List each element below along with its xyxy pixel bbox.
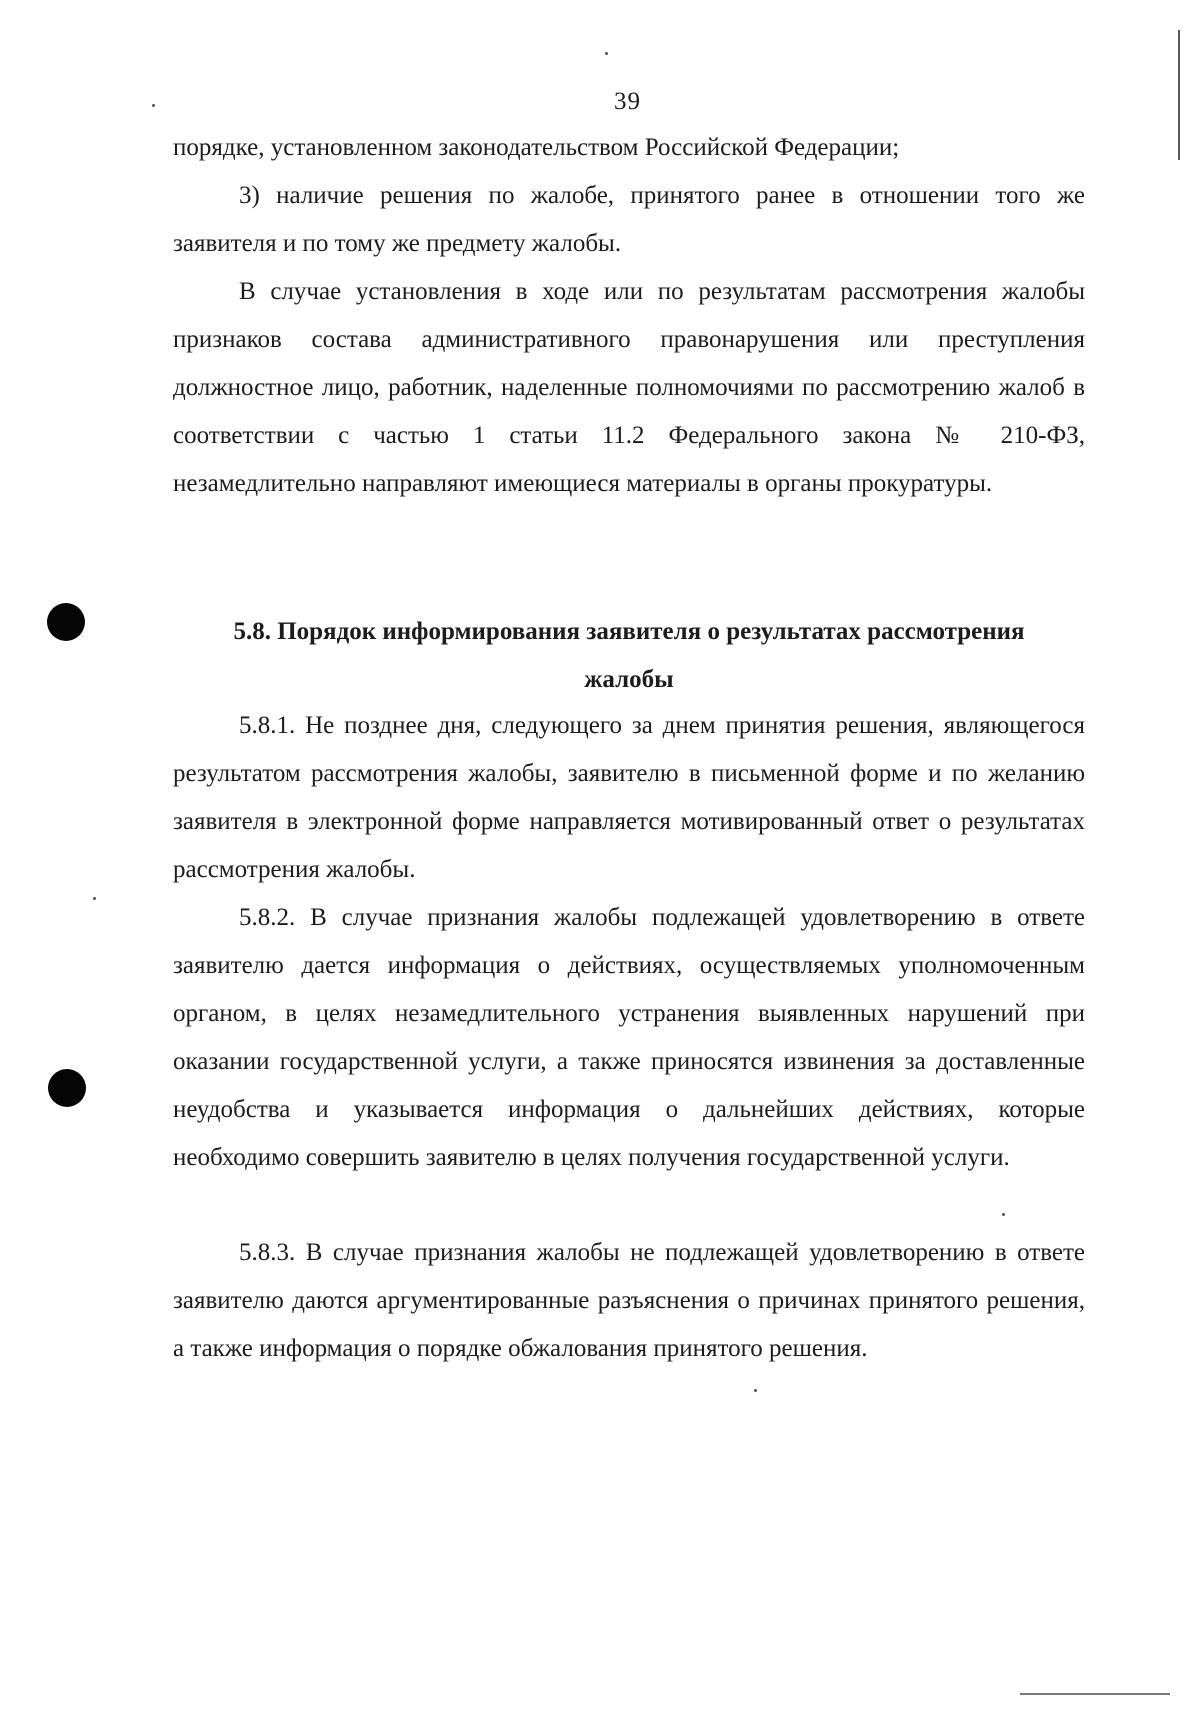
scan-edge-line [1020, 1693, 1170, 1695]
paragraph-continuation: порядке, установленном законодательством Российской Федерации; [173, 134, 900, 161]
punch-hole [47, 603, 85, 641]
paragraph-prosecution: В случае установления в ходе или по результатам рассмотрения жалобы признаков состава административного правонарушения или преступления должностное лицо, работник, наделенные полномочиями по рассмотрению жалоб в соответствии с частью 1 статьи 11.2 Федерального закона № 210-ФЗ, незамедлительно направляют имеющиеся материалы в органы прокуратуры. [173, 278, 1085, 497]
paragraph-5-8-3: 5.8.3. В случае признания жалобы не подлежащей удовлетворению в ответе заявителю даются аргументированные разъяснения о причинах принятого решения, а также информация о порядке обжалования принятого решения. [173, 1239, 1085, 1362]
scan-speck [93, 897, 96, 900]
section-heading [173, 608, 1085, 704]
scan-speck [1002, 1213, 1005, 1216]
scan-speck [754, 1389, 757, 1392]
scan-speck [605, 52, 608, 55]
section-heading-line: жалобы [584, 666, 674, 693]
paragraph-5-8-2: 5.8.2. В случае признания жалобы подлежащей удовлетворению в ответе заявителю дается информация о действиях, осуществляемых уполномоченным органом, в целях незамедлительного устранения выявленных нарушений при оказании государственной услуги, а также приносятся извинения за доставленные неудобства и указывается информация о дальнейших действиях, которые необходимо совершить заявителю в целях получения государственной услуги. [173, 904, 1085, 1171]
page-number: 39 [614, 88, 641, 115]
punch-hole [48, 1069, 86, 1107]
paragraph-item-3: 3) наличие решения по жалобе, принятого ранее в отношении того же заявителя и по тому же предмету жалобы. [173, 182, 1085, 257]
section-heading-line: 5.8. Порядок информирования заявителя о результатах рассмотрения [233, 618, 1025, 645]
paragraph-5-8-1: 5.8.1. Не позднее дня, следующего за днем принятия решения, являющегося результатом рассмотрения жалобы, заявителю в письменной форме и по желанию заявителя в электронной форме направляется мотивированный ответ о результатах рассмотрения жалобы. [173, 712, 1085, 883]
